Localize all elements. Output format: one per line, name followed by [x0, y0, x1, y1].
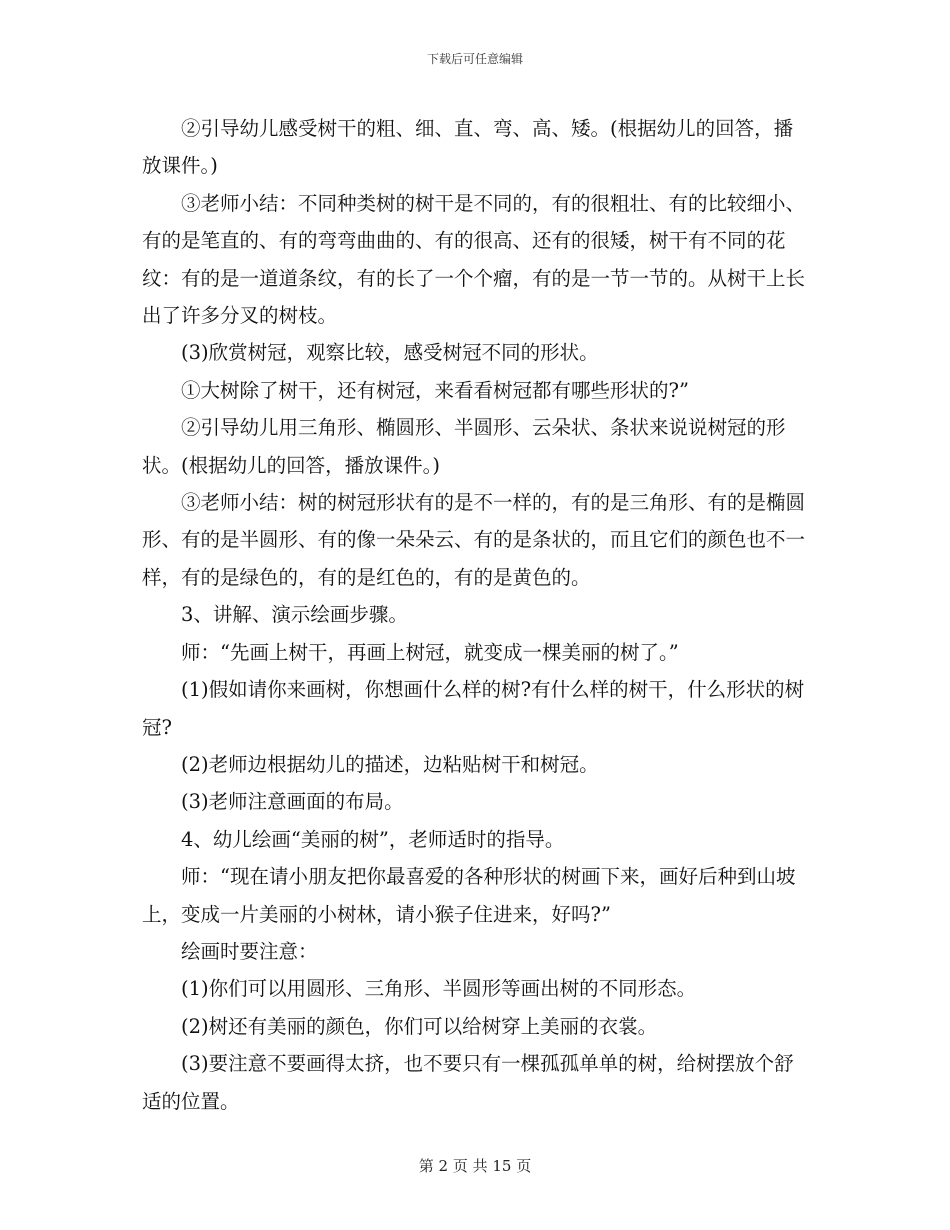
- paragraph: 绘画时要注意：: [181, 939, 318, 963]
- paragraph: 4、幼儿绘画“美丽的树”，老师适时的指导。: [181, 827, 565, 851]
- paragraph: ②引导幼儿用三角形、椭圆形、半圆形、云朵状、条状来说说树冠的形状。(根据幼儿的回答，播放课件。): [142, 416, 786, 477]
- page-header: 下载后可任意编辑: [426, 52, 523, 66]
- paragraph: (3)要注意不要画得太挤，也不要只有一棵孤孤单单的树，给树摆放个舒适的位置。: [142, 1052, 794, 1113]
- paragraph: (2)老师边根据幼儿的描述，边粘贴树干和树冠。: [181, 752, 599, 776]
- paragraph: ①大树除了树干，还有树冠，来看看树冠都有哪些形状的?”: [181, 378, 689, 402]
- document-body: [142, 110, 810, 1120]
- paragraph: ③老师小结：树的树冠形状有的是不一样的，有的是三角形、有的是椭圆形、有的是半圆形、有的像一朵朵云、有的是条状的，而且它们的颜色也不一样，有的是绿色的，有的是红色的，有的是黄色的。: [142, 491, 806, 589]
- paragraph: ②引导幼儿感受树干的粗、细、直、弯、高、矮。(根据幼儿的回答，播放课件。): [142, 117, 794, 178]
- paragraph: (1)假如请你来画树，你想画什么样的树?有什么样的树干，什么形状的树冠?: [142, 678, 805, 739]
- paragraph: 师：“先画上树干，再画上树冠，就变成一棵美丽的树了。”: [181, 640, 679, 664]
- paragraph: (1)你们可以用圆形、三角形、半圆形等画出树的不同形态。: [181, 977, 697, 1001]
- paragraph: (3)老师注意画面的布局。: [181, 790, 404, 814]
- paragraph: 3、讲解、演示绘画步骤。: [181, 603, 408, 627]
- paragraph: (2)树还有美丽的颜色，你们可以给树穿上美丽的衣裳。: [181, 1014, 658, 1038]
- paragraph: ③老师小结：不同种类树的树干是不同的，有的很粗壮、有的比较细小、有的是笔直的、有的弯弯曲曲的、有的很高、还有的很矮，树干有不同的花纹：有的是一道道条纹，有的长了一个个瘤，有的是一节一节的。从树干上长出了许多分叉的树枝。: [142, 191, 806, 328]
- page-footer: 第 2 页 共 15 页: [418, 1157, 532, 1175]
- paragraph: (3)欣赏树冠，观察比较，感受树冠不同的形状。: [181, 341, 599, 365]
- paragraph: 师：“现在请小朋友把你最喜爱的各种形状的树画下来，画好后种到山坡上，变成一片美丽的小树林，请小猴子住进来，好吗?”: [142, 865, 796, 926]
